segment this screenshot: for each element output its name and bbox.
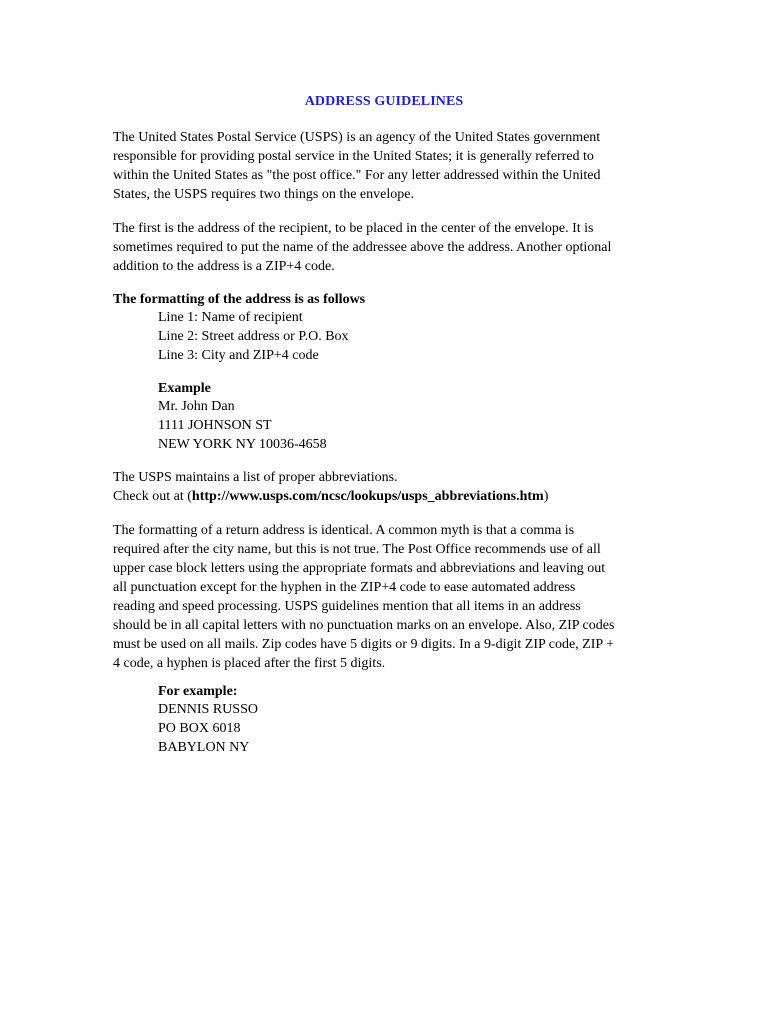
return-line: should be in all capital letters with no punctuation marks on an envelope. Also, ZIP codes [113,618,615,633]
intro-line: The United States Postal Service (USPS) is an agency of the United States government [113,130,601,145]
return-line: must be used on all mails. Zip codes have 5 digits or 9 digits. In a 9-digit ZIP code, ZIP + [113,637,615,652]
example2-heading: For example: [158,684,238,699]
return-line: required after the city name, but this is not true. The Post Office recommends use of all [113,542,601,557]
return-line: all punctuation except for the hyphen in the ZIP+4 code to ease automated address [113,580,576,595]
abbreviations-prefix: Check out at ( [113,489,192,504]
example2-address-line: BABYLON NY [158,740,250,755]
abbreviations-link[interactable]: http://www.usps.com/ncsc/lookups/usps_abbreviations.htm [191,489,544,504]
recipient-line: sometimes required to put the name of the addressee above the address. Another optional [113,240,612,255]
example-address [158,397,638,454]
return-line: reading and speed processing. USPS guidelines mention that all items in an address [113,599,581,614]
format-line: Line 3: City and ZIP+4 code [158,348,319,363]
example-address-line: 1111 JOHNSON ST [158,418,272,433]
example-heading: Example [158,381,211,396]
example2-address-line: PO BOX 6018 [158,721,241,736]
return-line: The formatting of a return address is identical. A common myth is that a comma is [113,523,575,538]
example2-address [158,700,638,757]
return-line: 4 code, a hyphen is placed after the first 5 digits. [113,656,386,671]
abbreviations-paragraph [113,468,656,506]
format-line: Line 1: Name of recipient [158,310,303,325]
abbreviations-link-line [113,487,656,506]
intro-line: responsible for providing postal service in the United States; it is generally referred to [113,149,594,164]
format-heading: The formatting of the address is as follows [113,292,366,307]
intro-paragraph [113,128,656,204]
intro-line: States, the USPS requires two things on the envelope. [113,187,414,202]
return-line: upper case block letters using the appropriate formats and abbreviations and leaving out [113,561,606,576]
example-address-line: NEW YORK NY 10036-4658 [158,437,327,452]
example-address-line: Mr. John Dan [158,399,235,414]
example2-address-line: DENNIS RUSSO [158,702,258,717]
intro-line: within the United States as "the post office." For any letter addressed within the United [113,168,601,183]
return-address-paragraph [113,521,656,673]
format-list [158,308,638,365]
recipient-line: addition to the address is a ZIP+4 code. [113,259,335,274]
abbreviations-line: The USPS maintains a list of proper abbreviations. [113,470,398,485]
format-line: Line 2: Street address or P.O. Box [158,329,349,344]
recipient-paragraph [113,219,656,276]
document-title: ADDRESS GUIDELINES [304,94,464,109]
recipient-line: The first is the address of the recipient, to be placed in the center of the envelope. It is [113,221,594,236]
abbreviations-suffix: ) [543,489,549,504]
